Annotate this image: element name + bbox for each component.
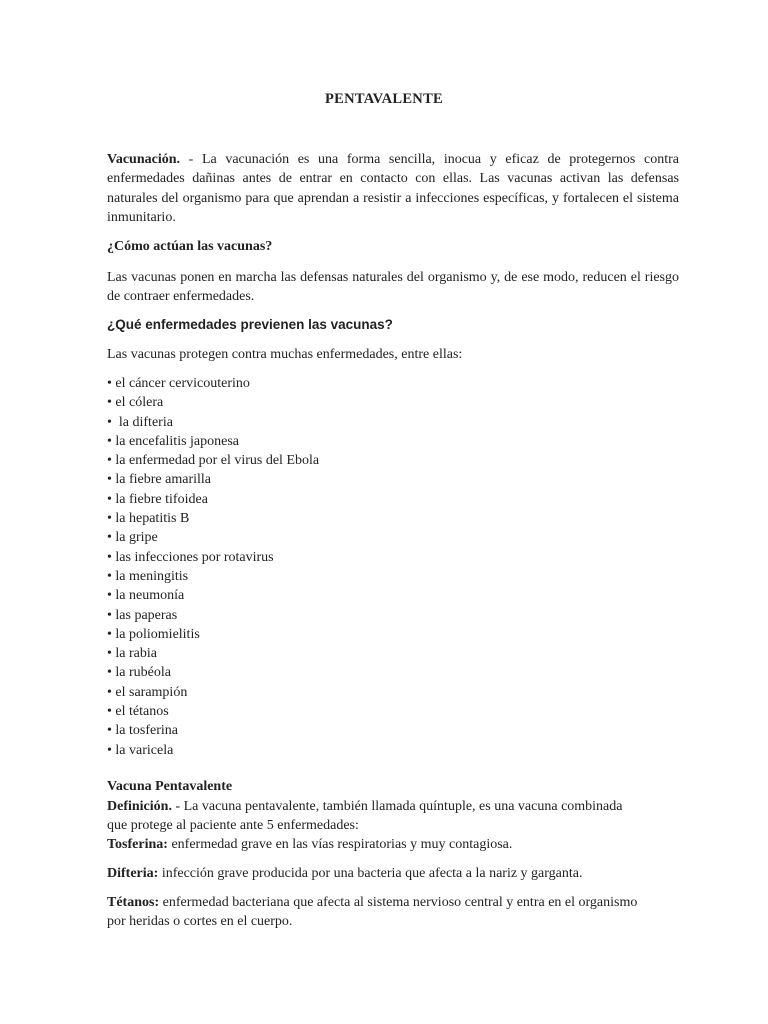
tetanos-definition-line-2: por heridas o cortes en el cuerpo. xyxy=(107,914,293,929)
definicion-line-2: que protege al paciente ante 5 enfermedades: xyxy=(107,818,359,833)
vacunacion-label: Vacunación. xyxy=(107,152,181,167)
list-item: • la rabia xyxy=(107,646,157,662)
como-actuan-heading: ¿Cómo actúan las vacunas? xyxy=(107,239,273,254)
tosferina-label: Tosferina: xyxy=(107,837,168,852)
list-item: • la hepatitis B xyxy=(107,511,190,527)
tosferina-definition xyxy=(107,835,512,854)
list-item: • la varicela xyxy=(107,742,174,758)
list-item: • las infecciones por rotavirus xyxy=(107,549,274,565)
list-item: • el cáncer cervicouterino xyxy=(107,376,250,391)
list-item: • la enfermedad por el virus del Ebola xyxy=(107,453,320,469)
definicion-label: Definición. xyxy=(107,799,172,814)
list-item: • la fiebre amarilla xyxy=(107,472,212,488)
list-item: • el tétanos xyxy=(107,704,169,720)
list-item: • la rubéola xyxy=(107,665,171,681)
tetanos-definition-line-1 xyxy=(107,893,637,912)
list-item: • el sarampión xyxy=(107,684,188,700)
definicion-line-1 xyxy=(107,797,623,816)
difteria-label: Difteria: xyxy=(107,866,159,881)
list-item: • la fiebre tifoidea xyxy=(107,491,208,507)
list-item: • la gripe xyxy=(107,530,158,546)
list-item: • la meningitis xyxy=(107,568,189,584)
list-item: • la difteria xyxy=(107,414,173,430)
list-item: • la neumonía xyxy=(107,588,185,604)
vacunacion-paragraph xyxy=(107,150,679,227)
tetanos-text: enfermedad bacteriana que afecta al sistema nervioso central y entra en el organismo xyxy=(159,895,638,910)
list-item: • las paperas xyxy=(107,607,178,623)
list-item: • la encefalitis japonesa xyxy=(107,433,240,449)
tetanos-label: Tétanos: xyxy=(107,895,160,910)
list-item: • la tosferina xyxy=(107,723,178,739)
tosferina-text: enfermedad grave en las vías respiratorias y muy contagiosa. xyxy=(167,837,513,852)
difteria-definition xyxy=(107,864,583,883)
difteria-text: infección grave producida por una bacteria que afecta a la nariz y garganta. xyxy=(158,866,583,881)
enfermedades-intro: Las vacunas protegen contra muchas enfermedades, entre ellas: xyxy=(107,347,463,362)
vacunacion-text: - La vacunación es una forma sencilla, inocua y eficaz de protegernos contra enfermedades dañinas antes de entrar en contacto con ellas. Las vacunas activan las defensas naturales del organismo para que aprendan a resistir a infecciones específicas, y fortalecen el sistema inmunitario. xyxy=(107,152,679,225)
disease-list xyxy=(107,374,319,760)
definicion-text: - La vacuna pentavalente, también llamada quíntuple, es una vacuna combinada xyxy=(171,799,623,814)
page-title: PENTAVALENTE xyxy=(324,91,444,107)
como-actuan-paragraph: Las vacunas ponen en marcha las defensas naturales del organismo y, de ese modo, reducen el riesgo de contraer enfermedades. xyxy=(107,270,679,305)
list-item: • el cólera xyxy=(107,395,164,411)
que-enfermedades-heading: ¿Qué enfermedades previenen las vacunas? xyxy=(107,317,393,332)
vacuna-pentavalente-heading: Vacuna Pentavalente xyxy=(107,779,233,794)
list-item: • la poliomielitis xyxy=(107,626,200,642)
